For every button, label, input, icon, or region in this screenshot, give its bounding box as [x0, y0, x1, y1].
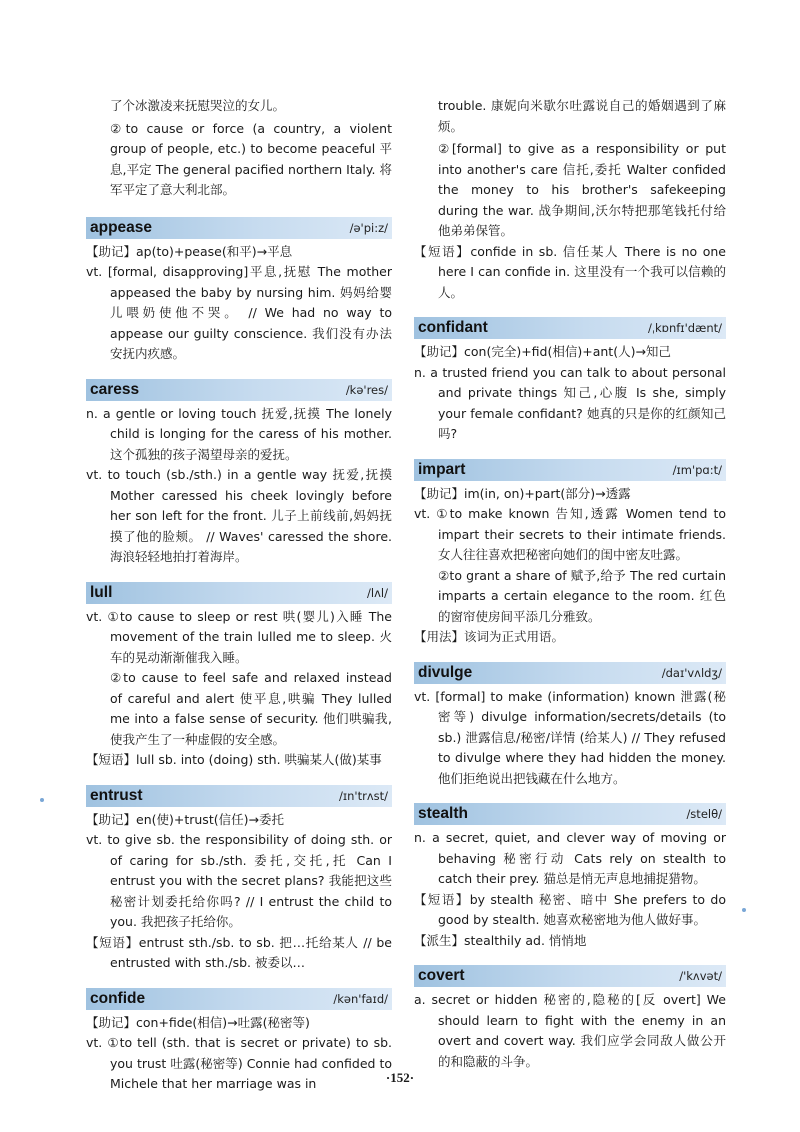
definition-text: ②to cause to feel safe and relaxed instead of careful and alert 使平息,哄骗 They lulled me into a false sense of security. 他们哄骗我,使我产生了一种虚假的安全感。	[110, 670, 392, 747]
definition-text: a. secret or hidden 秘密的,隐秘的[反 overt] We should learn to fight with the enemy in an overt and covert way. 我们应学会同敌人做公开的和隐蔽的斗争。	[414, 992, 726, 1069]
phonetic: /'kʌvət/	[679, 969, 722, 983]
entry-divulge	[414, 662, 726, 790]
definition-text: vt. [formal, disapproving]平息,抚慰 The mother appeased the baby by nursing him. 妈妈给婴儿喂奶使他不哭。 // We had no way to appease our guilty conscience. 我们没有办法安抚内疚感。	[86, 264, 392, 361]
intro-text: 了个冰激凌来抚慰哭泣的女儿。	[110, 98, 286, 113]
continued-text: trouble. 康妮向米歇尔吐露说自己的婚姻遇到了麻烦。	[438, 98, 726, 134]
definition-text: vt. ①to make known 告知,透露 Women tend to impart their secrets to their intimate friends. 女人往往喜欢把秘密向她们的闺中密友吐露。	[414, 506, 726, 562]
definition-text: ②[formal] to give as a responsibility or put into another's care 信托,委托 Walter confided the money to his brother's safekeeping during the war. 战争期间,沃尔特把那笔钱托付给他弟弟保管。	[438, 141, 726, 238]
phonetic: /stelθ/	[686, 807, 722, 821]
entry-confidant	[414, 317, 726, 445]
headword-bar	[414, 317, 726, 339]
definition-text: vt. [formal] to make (information) known 泄露(秘密等) divulge information/secrets/details (to sb.) 泄露信息/秘密/详情 (给某人) // They refused to divulge where they had hidden the money. 他们拒绝说出把钱藏在什么地方。	[414, 688, 726, 786]
definition-text: vt. to give sb. the responsibility of doing sth. or of caring for sb./sth. 委托,交托,托 Can I entrust you with the secret plans? 我能把这些秘密计划委托给你吗? // I entrust the child to you. 我把孩子托给你。	[86, 832, 392, 929]
headword-bar	[86, 785, 392, 807]
usage-line: 【用法】该词为正式用语。	[414, 629, 565, 644]
headword: appease	[90, 218, 153, 236]
definition-text: vt. ①to tell (sth. that is secret or private) to sb. you trust 吐露(秘密等) Connie had confided to Michele that her marriage was in	[86, 1035, 392, 1091]
phonetic: /ˌkɒnfɪ'dænt/	[647, 321, 722, 335]
phonetic: /ɪn'trʌst/	[338, 788, 388, 803]
entry-impart	[414, 459, 726, 648]
phonetic: /ə'pi:z/	[349, 220, 388, 235]
entry-entrust	[86, 785, 392, 974]
definition-text: ②to grant a share of 赋予,给予 The red curtain imparts a certain elegance to the room. 红色的窗帘使房间平添几分雅致。	[438, 567, 726, 624]
phrase-line: 【短语】lull sb. into (doing) sth. 哄骗某人(做)某事	[86, 752, 382, 767]
entry-covert	[414, 965, 726, 1072]
mnemonic-line: 【助记】im(in, on)+part(部分)→透露	[414, 485, 631, 501]
headword: confide	[90, 989, 146, 1007]
definition-text: n. a secret, quiet, and clever way of moving or behaving 秘密行动 Cats rely on stealth to catch their prey. 猫总是悄无声息地捕捉猎物。	[414, 830, 726, 886]
headword: entrust	[90, 786, 143, 804]
phrase-line: 【短语】confide in sb. 信任某人 There is no one here I can confide in. 这里没有一个我可以信赖的人。	[414, 243, 726, 300]
headword: lull	[90, 583, 113, 601]
headword-bar	[86, 217, 392, 239]
definition-text: n. a gentle or loving touch 抚爱,抚摸 The lonely child is longing for the caress of his mother. 这个孤独的孩子渴望母亲的爱抚。	[86, 405, 392, 462]
headword-bar	[414, 662, 726, 684]
headword: covert	[418, 967, 465, 984]
left-column	[86, 96, 392, 1095]
headword: confidant	[418, 319, 488, 336]
margin-dot	[40, 798, 44, 802]
mnemonic-line: 【助记】ap(to)+pease(和平)→平息	[86, 243, 293, 259]
right-column	[414, 96, 726, 1072]
headword: stealth	[418, 805, 468, 822]
headword-bar	[86, 988, 392, 1010]
phonetic: /lʌl/	[367, 585, 388, 600]
entry-caress	[86, 379, 392, 568]
headword-bar	[414, 803, 726, 825]
mnemonic-line: 【助记】con(完全)+fid(相信)+ant(人)→知己	[414, 344, 671, 359]
entry-appease	[86, 217, 392, 365]
headword-bar	[414, 459, 726, 481]
definition-text: vt. to touch (sb./sth.) in a gentle way 抚爱,抚摸 Mother caressed his cheek lovingly before her son left for the front. 儿子上前线前,妈妈抚摸了他的脸颊。 // Waves' caressed the shore. 海浪轻轻地拍打着海岸。	[86, 467, 392, 564]
headword-bar	[86, 582, 392, 604]
headword-bar	[414, 965, 726, 987]
derivative-line: 【派生】stealthily ad. 悄悄地	[414, 932, 587, 948]
mnemonic-line: 【助记】con+fide(相信)→吐露(秘密等)	[86, 1014, 310, 1030]
definition-text: ②to cause or force (a country, a violent group of people, etc.) to become peaceful 平息,平定 The general pacified northern Italy. 将军平定了意大利北部。	[110, 120, 392, 197]
headword: impart	[418, 460, 466, 478]
phonetic: /kən'faɪd/	[333, 991, 388, 1006]
phonetic: /daɪ'vʌldʒ/	[661, 665, 722, 680]
definition-text: n. a trusted friend you can talk to about personal and private things 知己,心腹 Is she, simply your female confidant? 她真的只是你的红颜知己吗?	[414, 364, 726, 441]
entry-stealth	[414, 803, 726, 951]
definition-text: vt. ①to cause to sleep or rest 哄(婴儿)入睡 The movement of the train lulled me to sleep. 火车的晃动渐渐催我入睡。	[86, 608, 392, 665]
entry-lull	[86, 582, 392, 771]
headword: divulge	[418, 663, 473, 681]
mnemonic-line: 【助记】en(使)+trust(信任)→委托	[86, 811, 284, 827]
headword: caress	[90, 380, 140, 398]
phrase-line: 【短语】entrust sth./sb. to sb. 把…托给某人 // be entrusted with sth./sb. 被委以…	[86, 934, 392, 970]
phonetic: /kə'res/	[345, 382, 388, 397]
headword-bar	[86, 379, 392, 401]
margin-dot	[742, 908, 746, 912]
entry-confide	[86, 988, 392, 1095]
page-number: ·152·	[385, 1070, 415, 1085]
phrase-line: 【短语】by stealth 秘密、暗中 She prefers to do good by stealth. 她喜欢秘密地为他人做好事。	[414, 891, 726, 927]
phonetic: /ɪm'pɑ:t/	[672, 462, 722, 477]
